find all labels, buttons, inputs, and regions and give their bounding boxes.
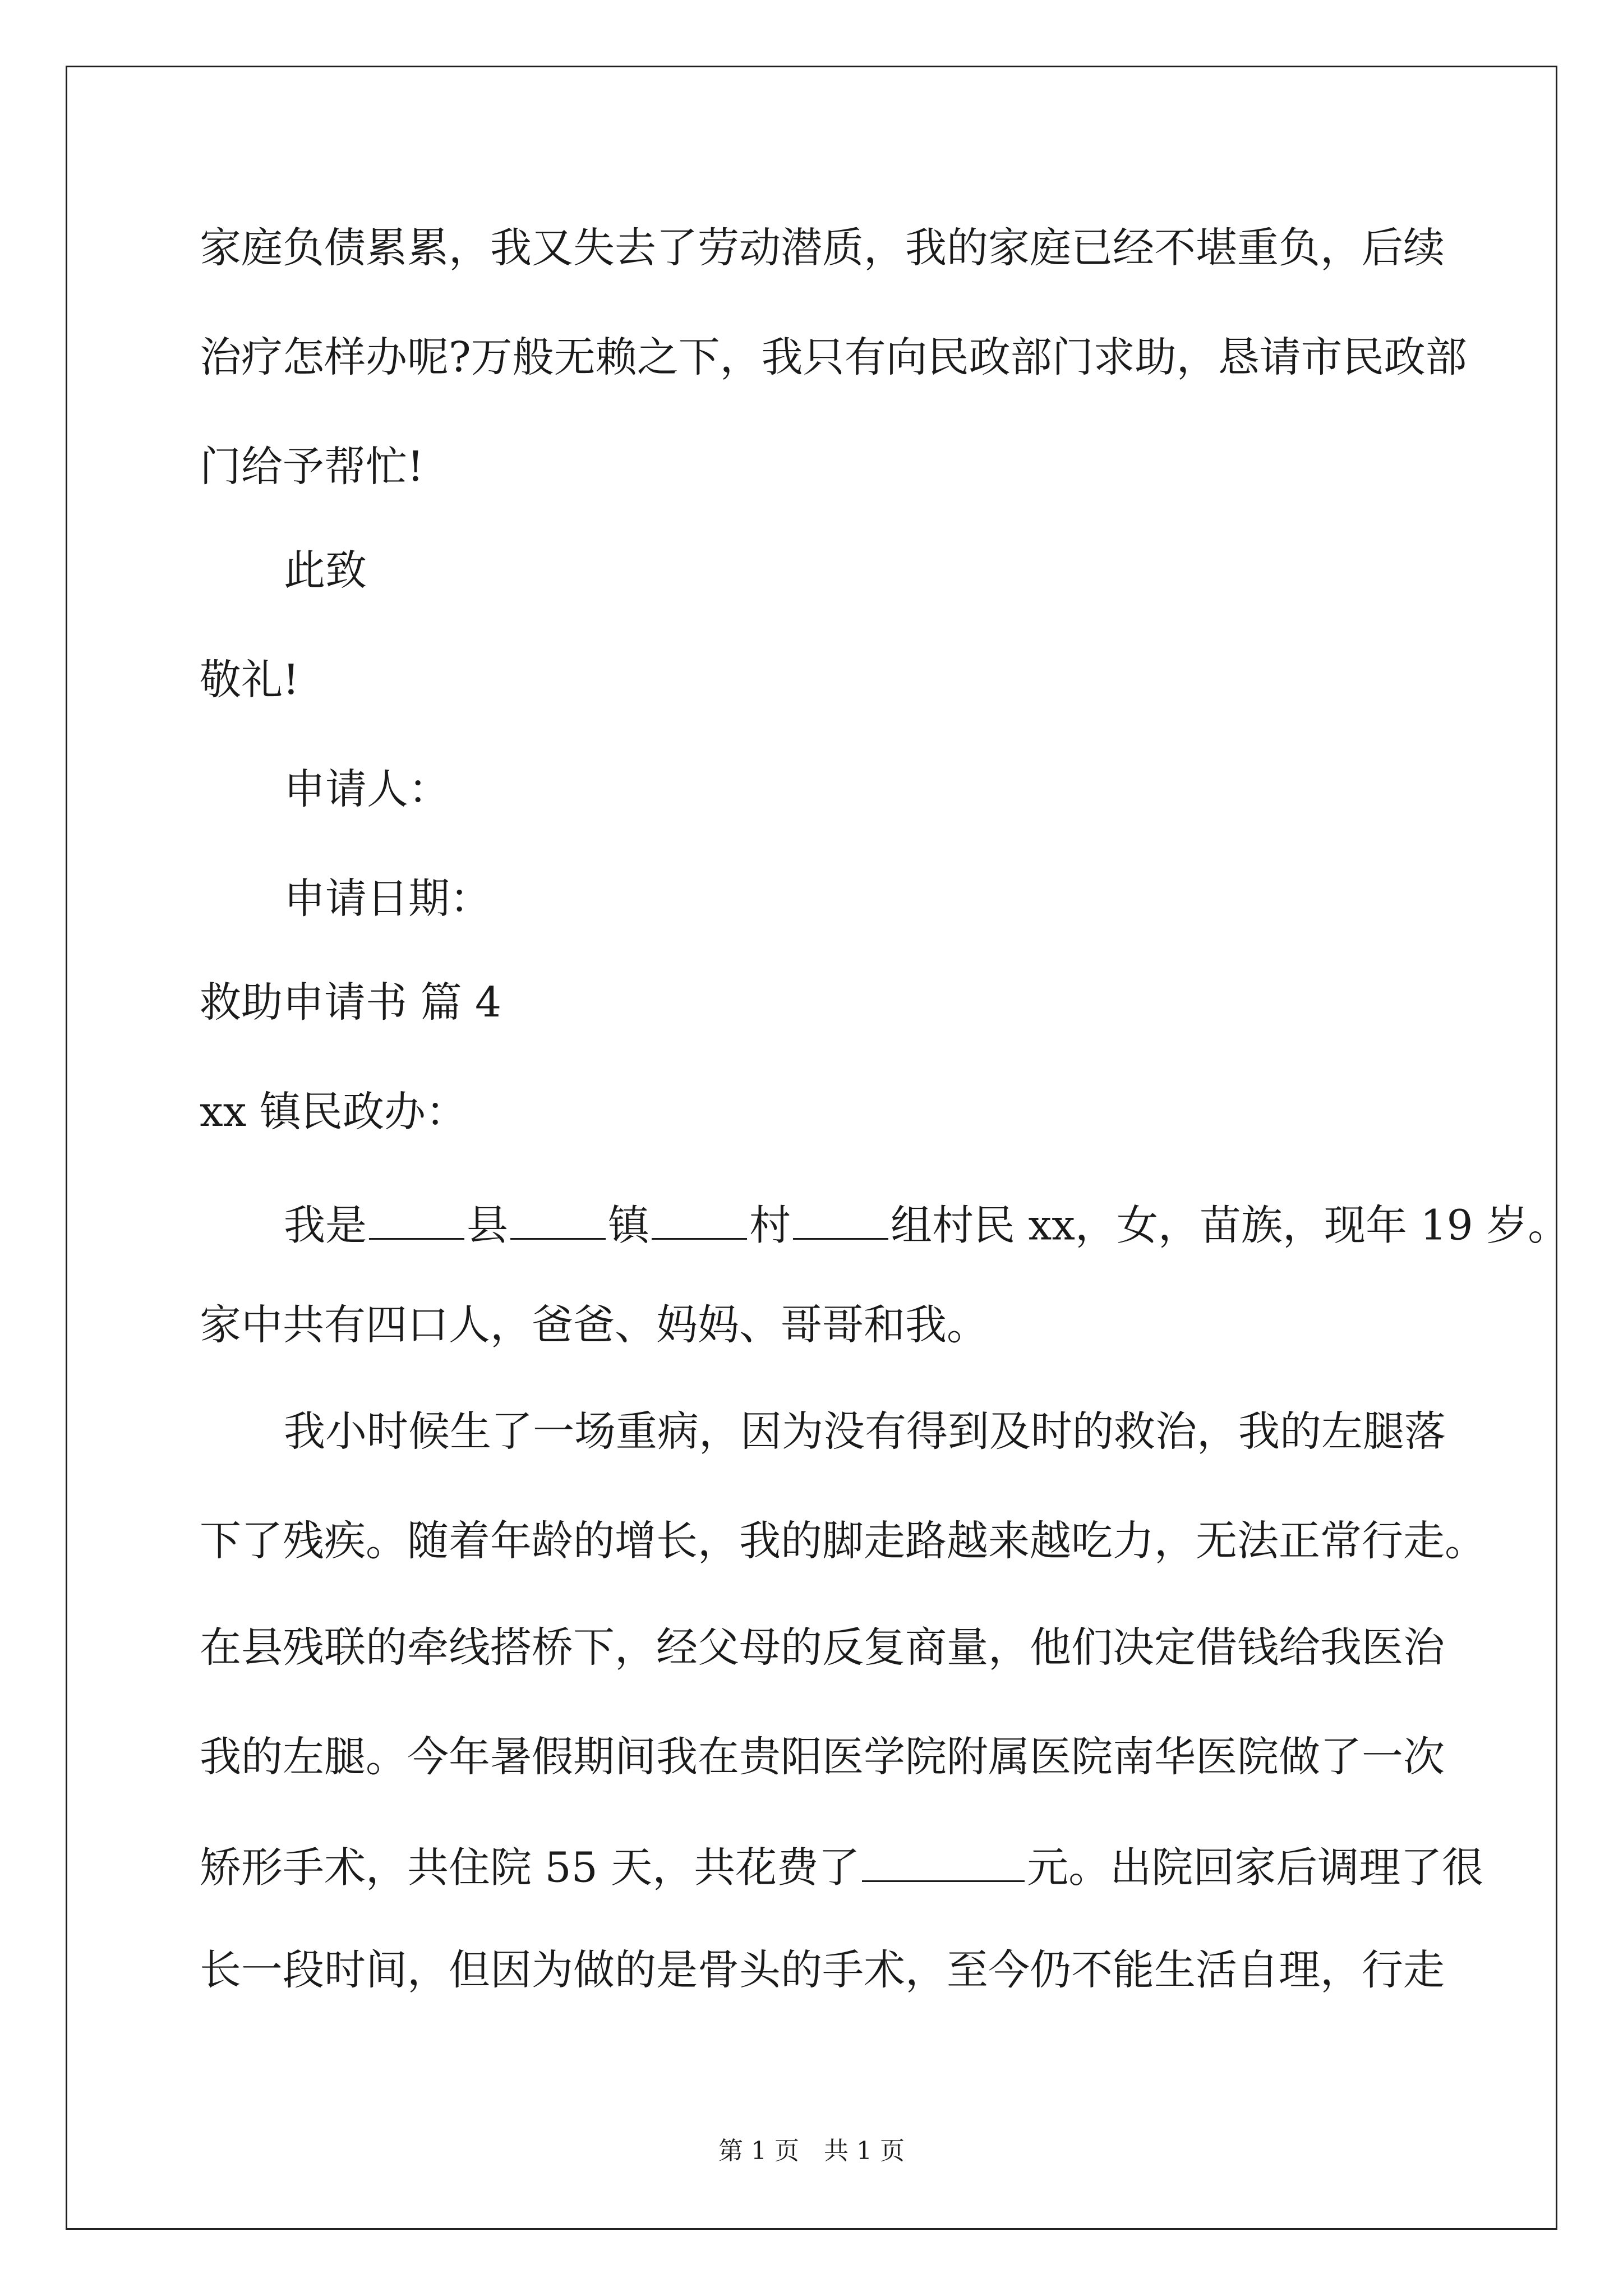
story-line: 长一段时间，但因为做的是骨头的手术，至今仍不能生活自理，行走 [200, 1946, 1445, 1994]
story-line: 在县残联的牵线搭桥下，经父母的反复商量，他们决定借钱给我医治 [200, 1623, 1445, 1672]
story-cost-suffix: 元。出院回家后调理了很 [1027, 1843, 1484, 1892]
blank-field [652, 1200, 747, 1240]
paragraph-line: 门给予帮忙! [200, 443, 424, 491]
blank-field [369, 1200, 464, 1240]
section-title: 救助申请书 篇 4 [200, 978, 502, 1027]
blank-field [793, 1200, 888, 1240]
paragraph-line: 治疗怎样办呢?万般无赖之下，我只有向民政部门求助，恳请市民政部 [200, 333, 1467, 381]
date-label: 申请日期： [284, 875, 491, 923]
paragraph-line: 家庭负债累累，我又失去了劳动潜质，我的家庭已经不堪重负，后续 [200, 224, 1445, 272]
closing-salutation: 此致 [284, 546, 367, 595]
blank-field [510, 1200, 606, 1240]
intro-line [284, 1200, 1570, 1250]
addressee: xx 镇民政办： [200, 1088, 467, 1136]
intro-line-2: 家中共有四口人，爸爸、妈妈、哥哥和我。 [200, 1301, 988, 1349]
story-line [200, 1843, 1484, 1892]
intro-suffix: 组村民 xx，女，苗族，现年 19 岁。 [891, 1201, 1570, 1250]
story-cost-prefix: 矫形手术，共住院 55 天，共花费了 [200, 1843, 860, 1892]
applicant-label: 申请人： [284, 765, 450, 813]
story-line: 下了残疾。随着年龄的增长，我的脚走路越来越吃力，无法正常行走。 [200, 1517, 1486, 1565]
blank-field [862, 1843, 1025, 1882]
page-border [66, 66, 1557, 2230]
story-line: 我小时候生了一场重病，因为没有得到及时的救治，我的左腿落 [284, 1407, 1446, 1456]
intro-village: 村 [749, 1201, 791, 1250]
intro-town: 镇 [608, 1201, 649, 1250]
story-line: 我的左腿。今年暑假期间我在贵阳医学院附属医院南华医院做了一次 [200, 1733, 1445, 1781]
closing-respect: 敬礼! [200, 656, 299, 704]
page-footer: 第 1 页 共 1 页 [718, 2137, 905, 2165]
intro-prefix: 我是 [284, 1201, 367, 1250]
intro-county: 县 [467, 1201, 508, 1250]
